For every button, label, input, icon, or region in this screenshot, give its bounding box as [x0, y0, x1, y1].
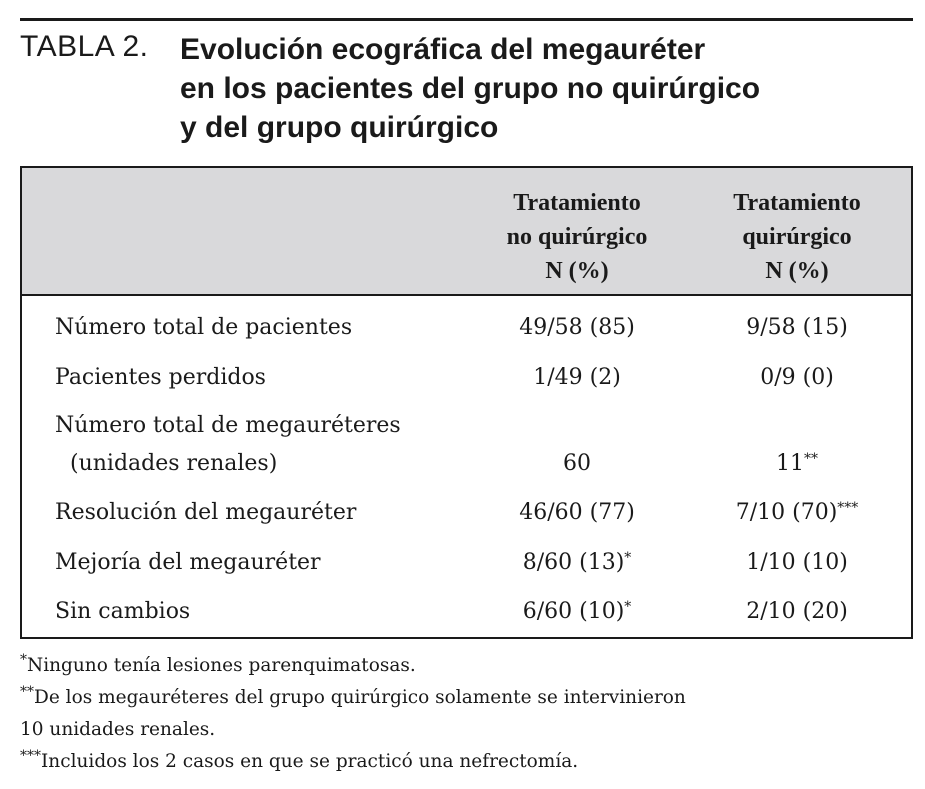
cell-value: 49/58 (85): [519, 315, 635, 340]
cell-value: 1/10 (10): [746, 550, 848, 575]
row-label: Número total de pacientes: [55, 315, 353, 340]
cell-value: 1/49 (2): [533, 365, 621, 390]
cell-quirurgico: [702, 360, 892, 396]
row-label: Resolución del megauréter: [55, 500, 357, 525]
footnote-mark: **: [804, 451, 818, 467]
footnote-mark: **: [20, 684, 34, 700]
cell-no-quirurgico: [472, 360, 682, 396]
row-label: Mejoría del megauréter: [55, 550, 321, 575]
column-header-no-quirurgico: [472, 186, 682, 288]
cell-no-quirurgico: [472, 594, 682, 630]
cell-no-quirurgico: [472, 495, 682, 531]
table-title-line: en los pacientes del grupo no quirúrgico: [180, 72, 761, 105]
cell-quirurgico: [702, 446, 892, 482]
footnote-text: 10 unidades renales.: [20, 719, 216, 740]
cell-quirurgico: [702, 310, 892, 346]
table-title: [180, 30, 900, 147]
cell-no-quirurgico: [472, 310, 682, 346]
cell-no-quirurgico: [472, 446, 682, 482]
cell-value: 11: [776, 451, 804, 476]
footnote-continuation: [20, 714, 913, 746]
footnote: [20, 682, 913, 714]
table-title-line: Evolución ecográfica del megauréter: [180, 33, 706, 66]
cell-value: 0/9 (0): [760, 365, 834, 390]
footnote-mark: *: [624, 599, 632, 615]
column-header-line: no quirúrgico: [506, 224, 648, 250]
column-header-line: quirúrgico: [742, 224, 852, 250]
table-title-line: y del grupo quirúrgico: [180, 111, 499, 144]
cell-value: 60: [563, 451, 591, 476]
row-label: Sin cambios: [55, 599, 191, 624]
cell-quirurgico: [702, 594, 892, 630]
footnote-mark: ***: [837, 500, 859, 516]
footnote: [20, 746, 913, 778]
footnotes: [20, 650, 913, 778]
column-header-line: Tratamiento: [513, 190, 641, 216]
footnote-text: Ninguno tenía lesiones parenquimatosas.: [27, 655, 416, 676]
cell-quirurgico: [702, 545, 892, 581]
cell-value: 2/10 (20): [746, 599, 848, 624]
footnote: [20, 650, 913, 682]
footnote-text: De los megauréteres del grupo quirúrgico solamente se intervinieron: [34, 687, 686, 708]
table-number: TABLA 2.: [20, 30, 149, 63]
cell-value: 6/60 (10): [522, 599, 625, 624]
cell-value: 9/58 (15): [746, 315, 848, 340]
data-table: [20, 166, 913, 639]
row-label: Número total de megauréteres: [55, 413, 401, 438]
cell-quirurgico: [702, 495, 892, 531]
cell-value: 7/10 (70): [735, 500, 838, 525]
cell-no-quirurgico: [472, 545, 682, 581]
footnote-mark: ***: [20, 748, 41, 764]
footnote-text: Incluidos los 2 casos en que se practicó una nefrectomía.: [41, 751, 579, 772]
top-rule: [20, 18, 913, 21]
column-header-line: N (%): [765, 258, 829, 284]
table-header: [22, 168, 911, 296]
footnote-mark: *: [624, 550, 632, 566]
footnote-mark: *: [20, 652, 27, 668]
column-header-quirurgico: [702, 186, 892, 288]
row-label: Pacientes perdidos: [55, 365, 266, 390]
cell-value: 46/60 (77): [519, 500, 635, 525]
column-header-line: N (%): [545, 258, 609, 284]
row-label-continuation: (unidades renales): [70, 451, 278, 476]
column-header-line: Tratamiento: [733, 190, 861, 216]
cell-value: 8/60 (13): [522, 550, 625, 575]
